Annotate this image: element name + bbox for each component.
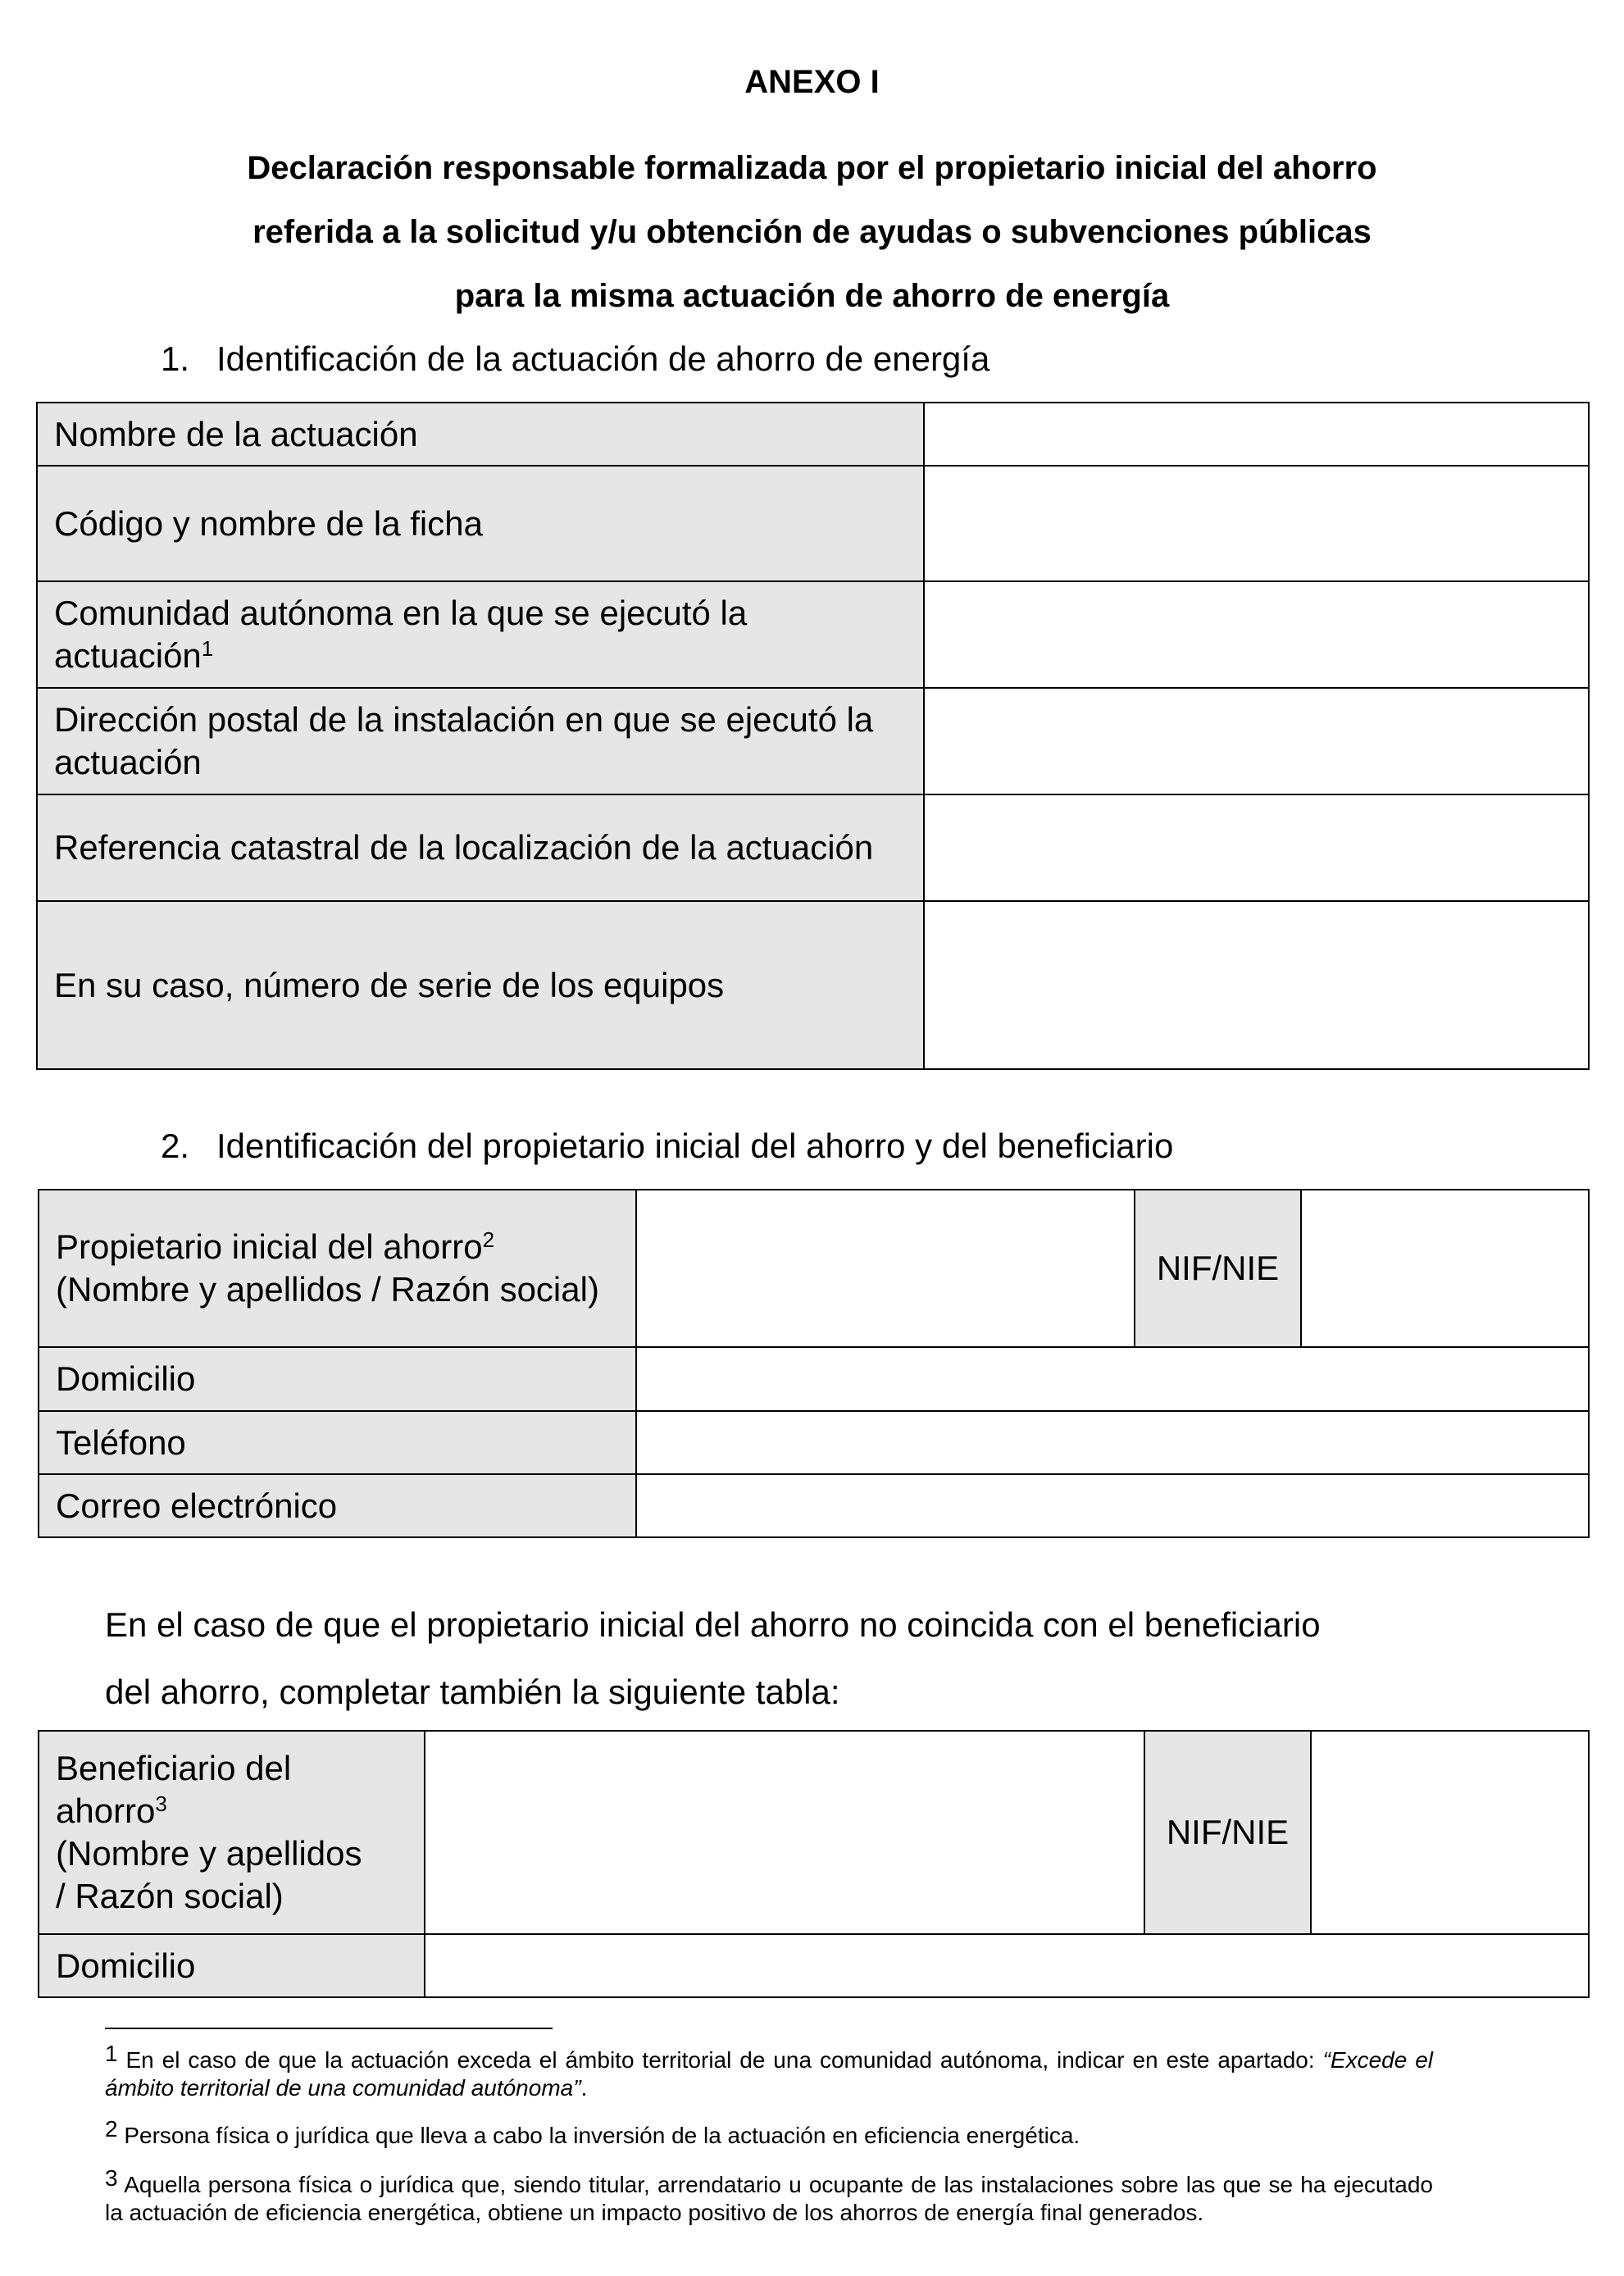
- postal-address-field[interactable]: [924, 688, 1589, 794]
- footnote-ref: 3: [155, 1791, 167, 1816]
- paragraph-line: En el caso de que el propietario inicial del ahorro no coincida con el beneficiario: [105, 1605, 1321, 1644]
- owner-email-field[interactable]: [636, 1474, 1589, 1537]
- cadastral-reference-field[interactable]: [924, 794, 1589, 901]
- owner-nif-field[interactable]: [1301, 1190, 1589, 1347]
- beneficiary-address-field[interactable]: [425, 1934, 1589, 1997]
- footnote-ref: 2: [482, 1227, 495, 1252]
- annex-title: ANEXO I: [744, 64, 880, 100]
- paragraph-line: del ahorro, completar también la siguiente tabla:: [105, 1673, 840, 1711]
- table-row: [37, 581, 1589, 688]
- table-row: [39, 1731, 1589, 1934]
- section-number: 1.: [161, 339, 190, 378]
- field-label: Correo electrónico: [39, 1474, 636, 1537]
- document-title-line: Declaración responsable formalizada por el propietario inicial del ahorro: [247, 150, 1377, 186]
- table-row: [37, 794, 1589, 901]
- table-row: [39, 1474, 1589, 1537]
- section-number: 2.: [161, 1127, 190, 1165]
- beneficiary-name-field[interactable]: [425, 1731, 1144, 1934]
- field-label: Código y nombre de la ficha: [37, 466, 924, 581]
- field-label: Teléfono: [39, 1411, 636, 1474]
- field-label: Beneficiario del ahorro$^3$ (Nombre y apellidos / Razón social): [39, 1731, 425, 1934]
- section-title: Identificación del propietario inicial del ahorro y del beneficiario: [216, 1127, 1174, 1165]
- field-label: Comunidad autónoma en la que se ejecutó la actuación$^1$: [37, 581, 924, 688]
- document-title: [0, 136, 1624, 328]
- table-row: [39, 1347, 1589, 1411]
- footnote: $^2$ Persona física o jurídica que lleva a cabo la inversión de la actuación en eficiencia energética.: [105, 2116, 1080, 2148]
- footnote: $^1$ En el caso de que la actuación exceda el ámbito territorial de una comunidad autónoma, indicar en este apartado: “Excede el ámbito territorial de una comunidad autónoma”.: [105, 2041, 1433, 2101]
- nif-label: NIF/NIE: [1135, 1190, 1301, 1347]
- footnote-ref: 1: [201, 636, 214, 661]
- field-label: Referencia catastral de la localización de la actuación: [37, 794, 924, 901]
- table-row: [37, 688, 1589, 794]
- action-identification-table: [36, 402, 1590, 1070]
- table-row: [39, 1934, 1589, 1997]
- sheet-code-field[interactable]: [924, 466, 1589, 581]
- field-label: Domicilio: [39, 1934, 425, 1997]
- serial-number-field[interactable]: [924, 901, 1589, 1069]
- owner-phone-field[interactable]: [636, 1411, 1589, 1474]
- instruction-paragraph: [105, 1591, 1581, 1726]
- section-title: Identificación de la actuación de ahorro de energía: [216, 339, 990, 378]
- document-title-line: para la misma actuación de ahorro de energía: [454, 278, 1170, 314]
- field-label: Dirección postal de la instalación en que se ejecutó la actuación: [37, 688, 924, 794]
- footnote-separator: [105, 2028, 553, 2029]
- region-field[interactable]: [924, 581, 1589, 688]
- table-row: [39, 1411, 1589, 1474]
- table-row: [37, 901, 1589, 1069]
- field-label: Nombre de la actuación: [37, 403, 924, 466]
- footnote-number: 1: [105, 2041, 118, 2066]
- field-label: En su caso, número de serie de los equipos: [37, 901, 924, 1069]
- table-row: [37, 403, 1589, 466]
- owner-identification-table: [38, 1189, 1590, 1538]
- beneficiary-table: [38, 1730, 1590, 1998]
- footnote-number: 3: [105, 2165, 118, 2191]
- field-label: Domicilio: [39, 1347, 636, 1411]
- section-2-heading: [161, 1126, 1173, 1167]
- beneficiary-nif-field[interactable]: [1311, 1731, 1589, 1934]
- footnote: $^3$ Aquella persona física o jurídica que, siendo titular, arrendatario u ocupante de las instalaciones sobre las que se ha ejecutado la actuación de eficiencia energética, obtiene un impacto positivo de los ahorros de energía final generados.: [105, 2165, 1433, 2225]
- action-name-field[interactable]: [924, 403, 1589, 466]
- table-row: [39, 1190, 1589, 1347]
- owner-name-field[interactable]: [636, 1190, 1135, 1347]
- document-title-line: referida a la solicitud y/u obtención de ayudas o subvenciones públicas: [252, 214, 1372, 250]
- table-row: [37, 466, 1589, 581]
- nif-label: NIF/NIE: [1144, 1731, 1311, 1934]
- field-label: Propietario inicial del ahorro$^2$ (Nombre y apellidos / Razón social): [39, 1190, 636, 1347]
- footnote-number: 2: [105, 2116, 118, 2142]
- section-1-heading: [161, 339, 989, 380]
- owner-address-field[interactable]: [636, 1347, 1589, 1411]
